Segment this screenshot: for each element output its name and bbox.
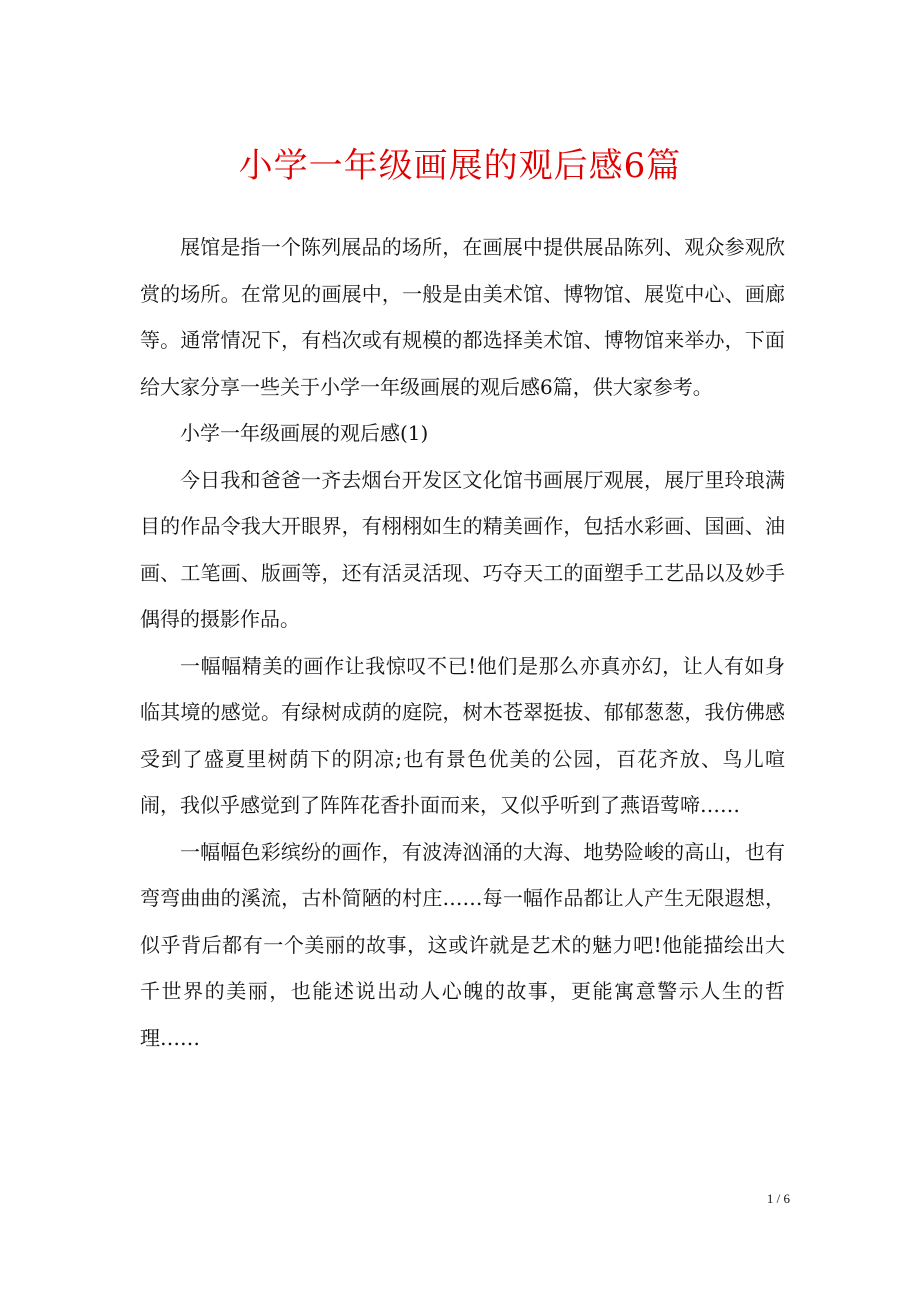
intro-paragraph: 展馆是指一个陈列展品的场所，在画展中提供展品陈列、观众参观欣赏的场所。在常见的画展中，一般是由美术馆、博物馆、展览中心、画廊等。通常情况下，有档次或有规模的都选择美术馆、博物馆来举办，下面给大家分享一些关于小学一年级画展的观后感6篇，供大家参考。: [140, 235, 785, 399]
body-paragraph: 一幅幅精美的画作让我惊叹不已!他们是那么亦真亦幻，让人有如身临其境的感觉。有绿树成荫的庭院，树木苍翠挺拔、郁郁葱葱，我仿佛感受到了盛夏里树荫下的阴凉;也有景色优美的公园，百花齐放、鸟儿喧闹，我似乎感觉到了阵阵花香扑面而来，又似乎听到了燕语莺啼……: [140, 653, 785, 817]
body-paragraph: 今日我和爸爸一齐去烟台开发区文化馆书画展厅观展，展厅里玲琅满目的作品令我大开眼界，有栩栩如生的精美画作，包括水彩画、国画、油画、工笔画、版画等，还有活灵活现、巧夺天工的面塑手工艺品以及妙手偶得的摄影作品。: [140, 467, 785, 631]
document-title: 小学一年级画展的观后感6篇: [238, 146, 682, 186]
section-heading: 小学一年级画展的观后感(1): [180, 421, 429, 445]
document-body: [140, 224, 785, 1061]
body-paragraph: 一幅幅色彩缤纷的画作，有波涛汹涌的大海、地势险峻的高山，也有弯弯曲曲的溪流，古朴简陋的村庄……每一幅作品都让人产生无限遐想，似乎背后都有一个美丽的故事，这或许就是艺术的魅力吧!他能描绘出大千世界的美丽，也能述说出动人心魄的故事，更能寓意警示人生的哲理……: [140, 839, 785, 1050]
page-number: 1 / 6: [766, 1191, 790, 1206]
